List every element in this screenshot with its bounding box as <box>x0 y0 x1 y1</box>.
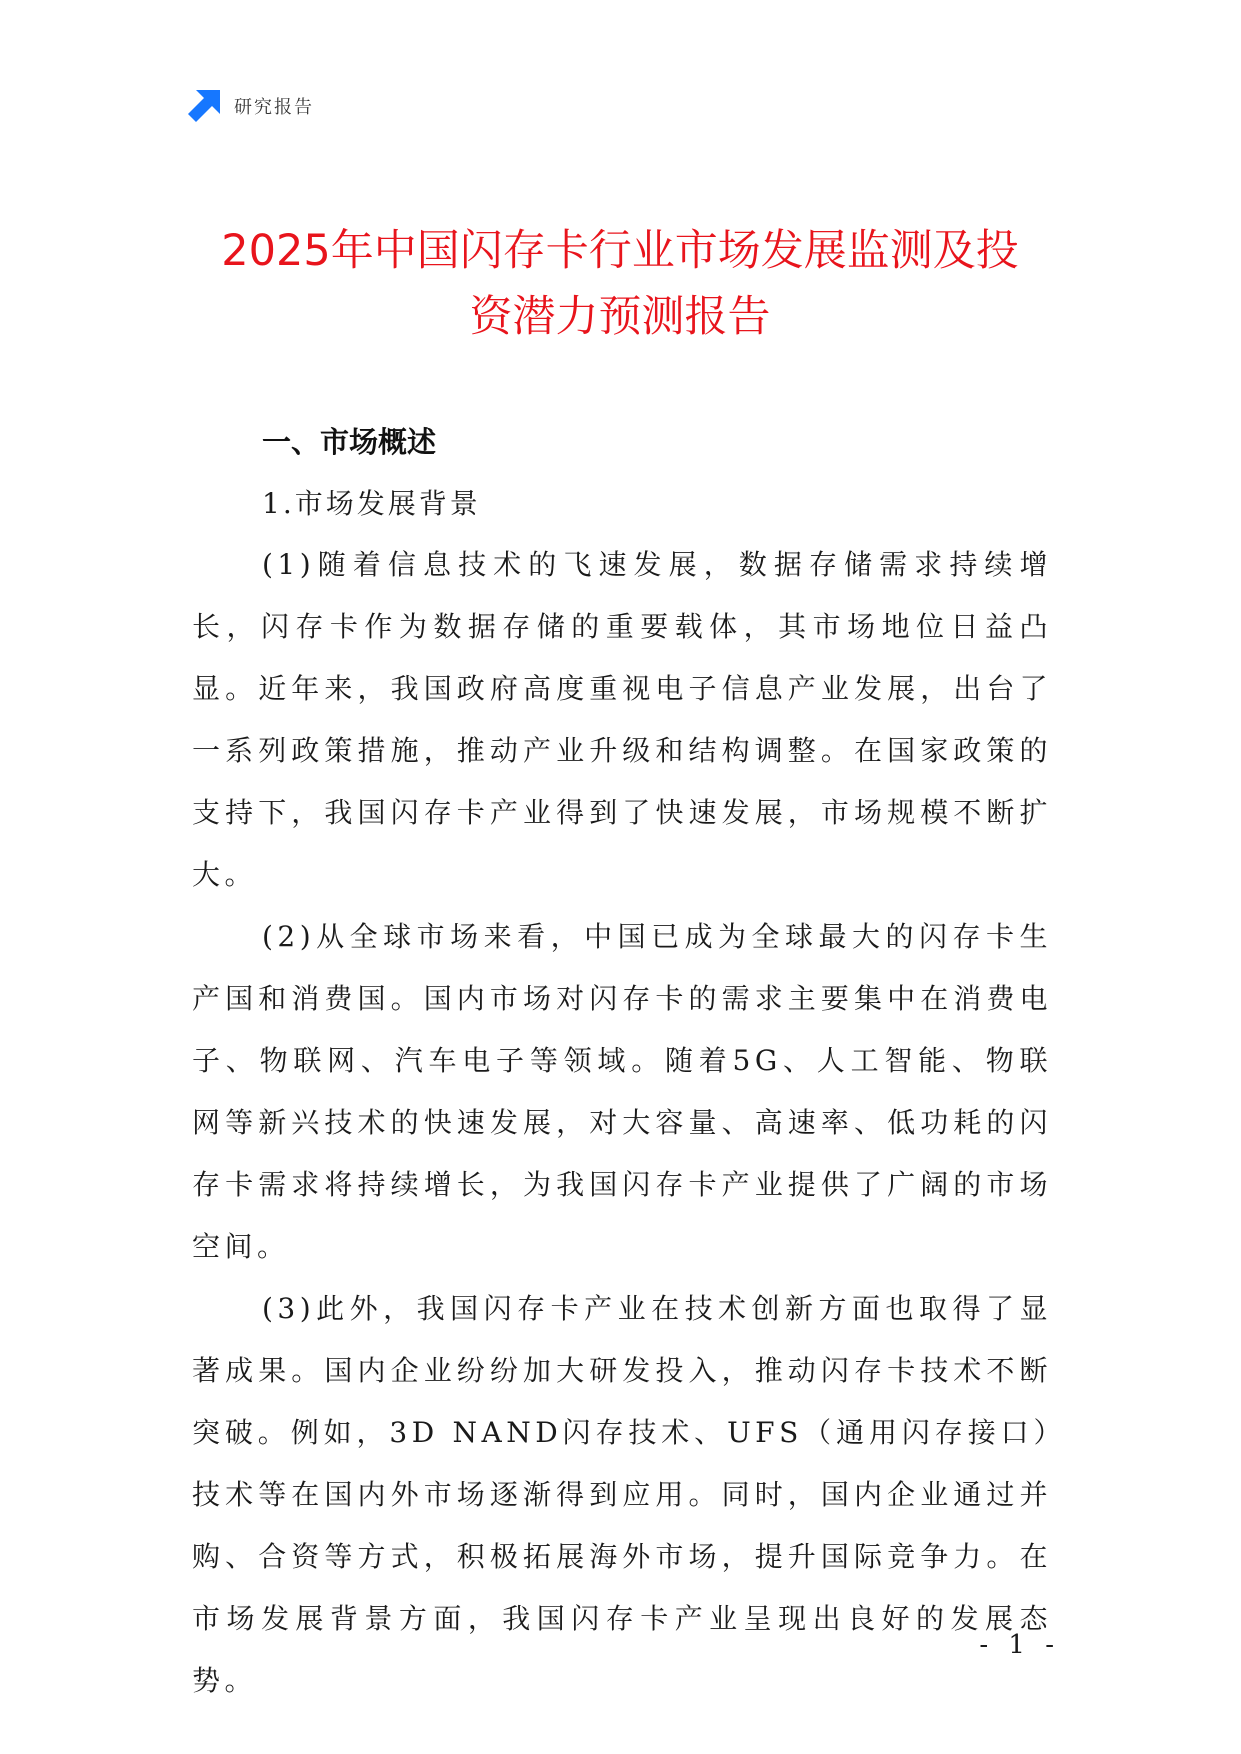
report-title-line-1: 2025年中国闪存卡行业市场发展监测及投 <box>221 226 1019 276</box>
report-title <box>170 218 1070 350</box>
paragraph: (2)从全球市场来看，中国已成为全球最大的闪存卡生产国和消费国。国内市场对闪存卡的需求主要集中在消费电子、物联网、汽车电子等领域。随着5G、人工智能、物联网等新兴技术的快速发展，对大容量、高速率、低功耗的闪存卡需求将持续增长，为我国闪存卡产业提供了广阔的市场空间。 <box>192 920 1052 1263</box>
arrow-up-right-icon <box>188 90 220 122</box>
sub-heading: 1.市场发展背景 <box>262 487 481 520</box>
header-label: 研究报告 <box>234 97 314 118</box>
paragraph: (1)随着信息技术的飞速发展，数据存储需求持续增长，闪存卡作为数据存储的重要载体，其市场地位日益凸显。近年来，我国政府高度重视电子信息产业发展，出台了一系列政策措施，推动产业升级和结构调整。在国家政策的支持下，我国闪存卡产业得到了快速发展，市场规模不断扩大。 <box>192 548 1052 891</box>
report-title-line-2: 资潜力预测报告 <box>469 292 771 342</box>
page-header <box>188 88 314 124</box>
report-body <box>192 418 1052 1712</box>
page-number: - 1 - <box>979 1630 1060 1660</box>
section-heading: 一、市场概述 <box>262 425 437 459</box>
paragraph: (3)此外，我国闪存卡产业在技术创新方面也取得了显著成果。国内企业纷纷加大研发投入，推动闪存卡技术不断突破。例如，3D NAND闪存技术、UFS（通用闪存接口）技术等在国内外市场逐渐得到应用。同时，国内企业通过并购、合资等方式，积极拓展海外市场，提升国际竞争力。在市场发展背景方面，我国闪存卡产业呈现出良好的发展态势。 <box>192 1292 1052 1697</box>
